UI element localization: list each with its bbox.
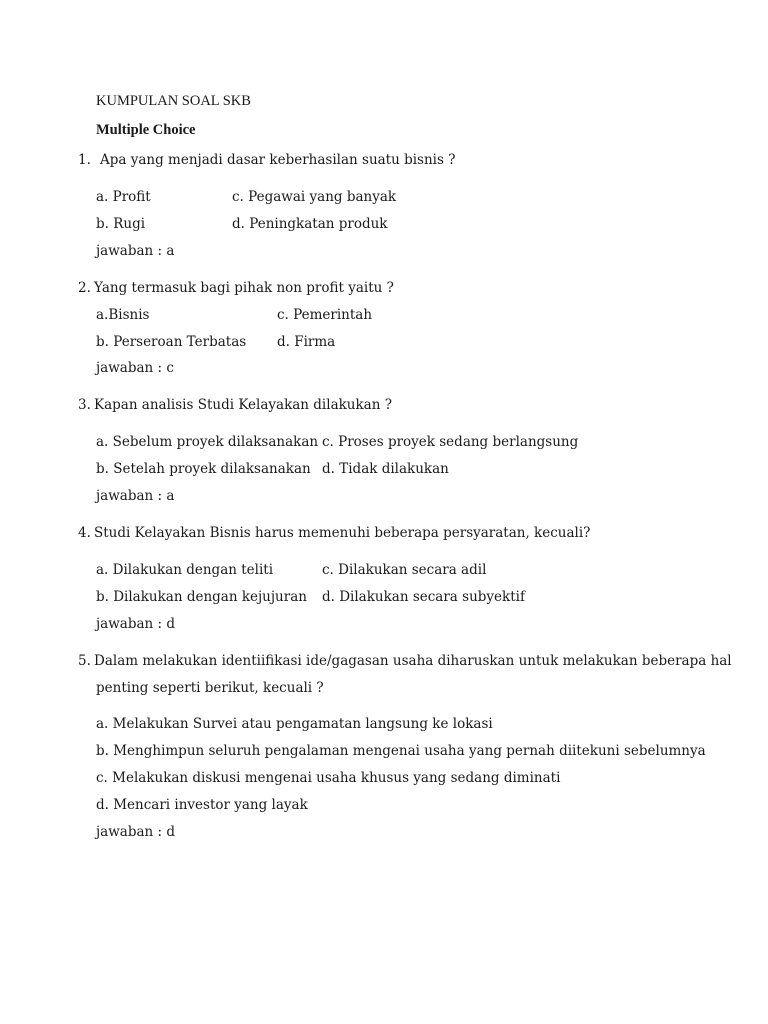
option-d: d. Mencari investor yang layak <box>96 797 308 813</box>
answer-text: jawaban : d <box>96 616 175 632</box>
option-a: a. Dilakukan dengan teliti <box>96 562 274 578</box>
question-text: Studi Kelayakan Bisnis harus memenuhi beberapa persyaratan, kecuali? <box>94 525 591 541</box>
question-text: Dalam melakukan identiifikasi ide/gagasan usaha diharuskan untuk melakukan beberapa hal <box>94 653 732 669</box>
option-b: b. Rugi <box>96 216 146 232</box>
option-b: b. Menghimpun seluruh pengalaman mengenai usaha yang pernah diitekuni sebelumnya <box>96 743 706 759</box>
option-c: c. Melakukan diskusi mengenai usaha khusus yang sedang diminati <box>96 770 561 786</box>
answer-text: jawaban : a <box>96 488 175 504</box>
question-number: 3. <box>78 397 91 413</box>
option-b: b. Perseroan Terbatas <box>96 334 247 350</box>
question-text-continued: penting seperti berikut, kecuali ? <box>96 680 324 696</box>
option-b: b. Dilakukan dengan kejujuran <box>96 589 307 605</box>
answer-text: jawaban : a <box>96 243 175 259</box>
question-text: Apa yang menjadi dasar keberhasilan suatu bisnis ? <box>100 152 456 168</box>
question-text: Kapan analisis Studi Kelayakan dilakukan ? <box>94 397 392 413</box>
question-number: 5. <box>78 653 91 669</box>
option-c: c. Dilakukan secara adil <box>322 562 487 578</box>
option-c: c. Pemerintah <box>277 307 373 323</box>
option-d: d. Peningkatan produk <box>232 216 388 232</box>
document-title: KUMPULAN SOAL SKB <box>96 93 251 109</box>
question-text: Yang termasuk bagi pihak non profit yaitu ? <box>94 280 394 296</box>
question-number: 1. <box>78 152 91 168</box>
option-c: c. Pegawai yang banyak <box>232 189 397 205</box>
answer-text: jawaban : c <box>96 360 174 376</box>
option-a: a.Bisnis <box>96 307 150 323</box>
option-b: b. Setelah proyek dilaksanakan <box>96 461 311 477</box>
option-d: d. Dilakukan secara subyektif <box>322 589 525 605</box>
option-c: c. Proses proyek sedang berlangsung <box>322 434 579 450</box>
question-number: 2. <box>78 280 91 296</box>
option-a: a. Melakukan Survei atau pengamatan langsung ke lokasi <box>96 716 493 732</box>
option-a: a. Profit <box>96 189 151 205</box>
option-d: d. Firma <box>277 334 336 350</box>
question-number: 4. <box>78 525 91 541</box>
option-a: a. Sebelum proyek dilaksanakan <box>96 434 319 450</box>
answer-text: jawaban : d <box>96 824 175 840</box>
section-heading: Multiple Choice <box>96 122 196 138</box>
option-d: d. Tidak dilakukan <box>322 461 449 477</box>
